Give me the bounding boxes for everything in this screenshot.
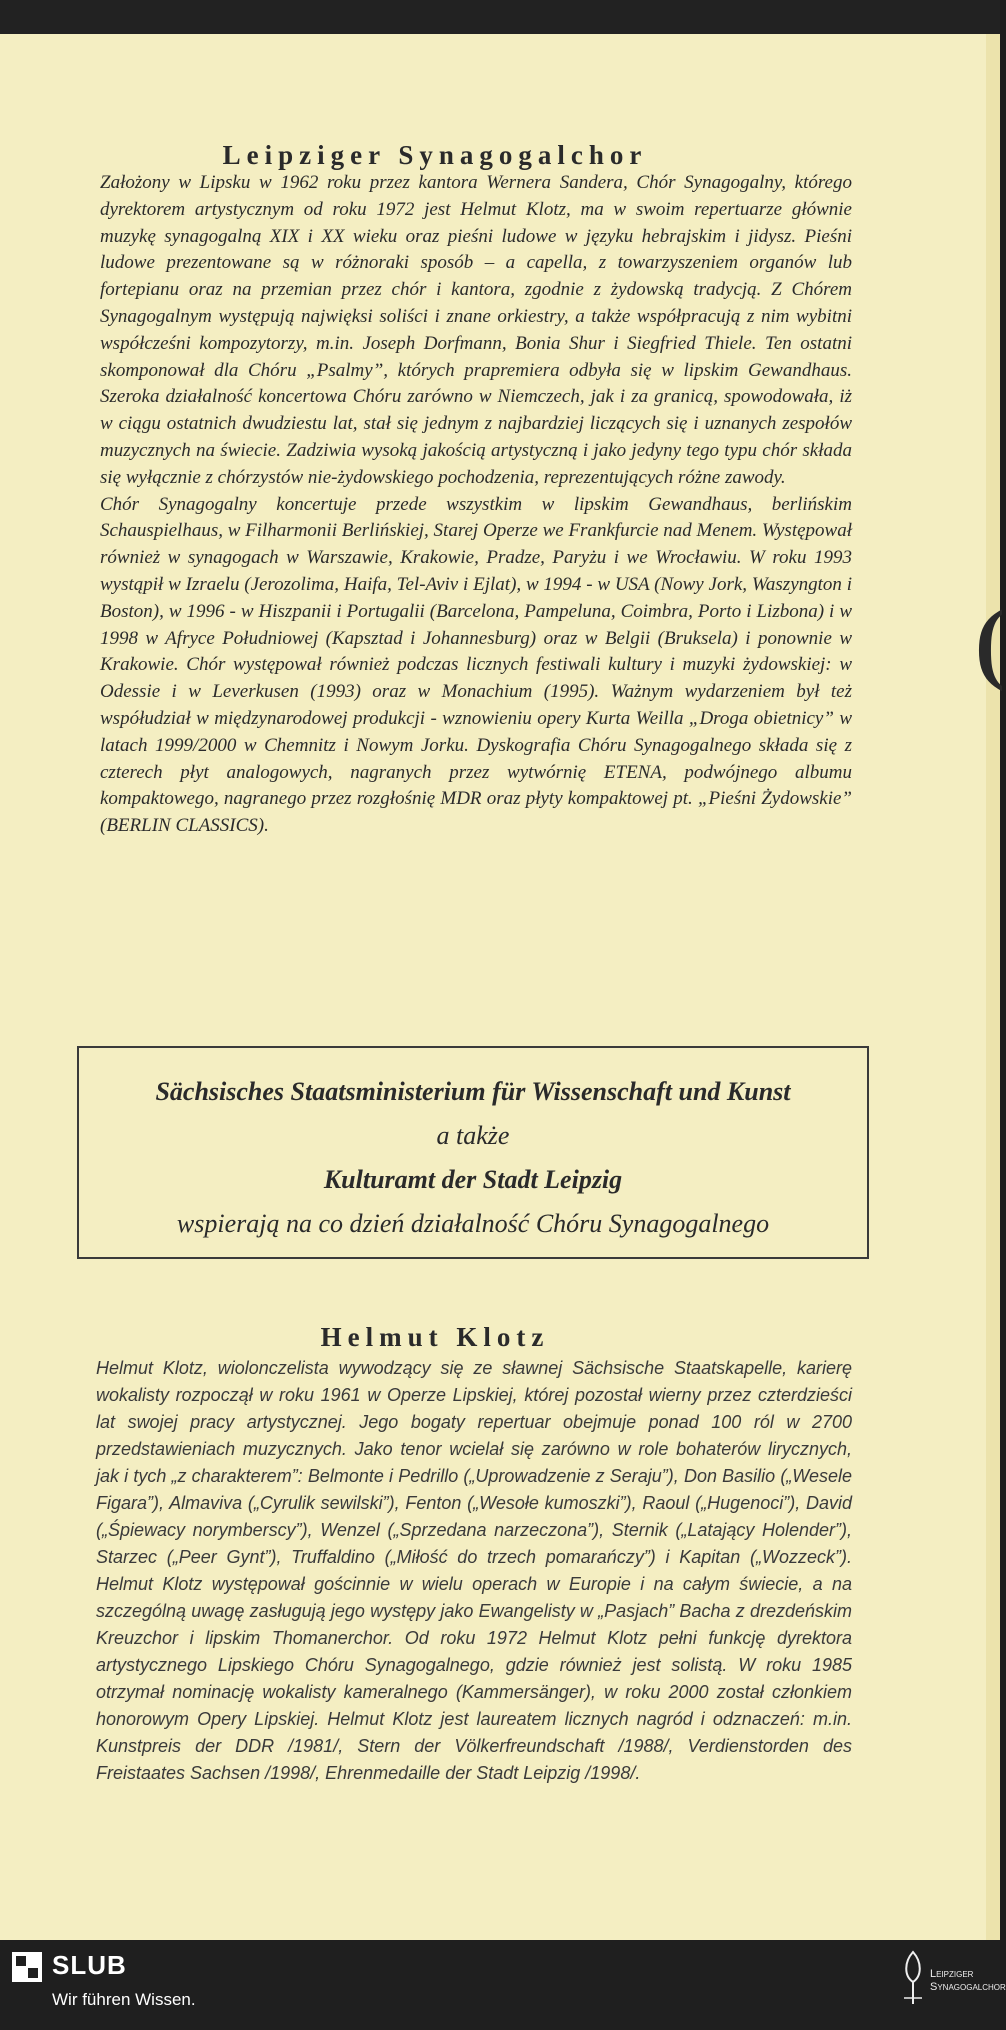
wordmark-line-1: Leipziger (930, 1968, 974, 1980)
director-title: Helmut Klotz (320, 1322, 550, 1352)
sponsor-conjunction: a także (436, 1121, 510, 1150)
cut-off-letter: ( (975, 593, 1005, 692)
synagogalchor-wordmark (930, 1968, 1006, 1994)
sponsor-kulturamt: Kulturamt der Stadt Leipzig (323, 1165, 623, 1194)
ensemble-paragraph-1: Założony w Lipsku w 1962 roku przez kantora Wernera Sandera, Chór Synagogalny, którego dyrektorem artystycznym od roku 1972 jest Helmut Klotz, ma w swoim repertuarze głównie muzykę synagogalną XIX i XX wieku oraz pieśni ludowe w języku hebrajskim i jidysz. Pieśni ludowe prezentowane są w różnoraki sposób – a capella, z towarzyszeniem organów lub fortepianu oraz na przemian przez chór i kantora, zgodnie z żydowską tradycją. Z Chórem Synagogalnym występują najwięksi soliści i znane orkiestry, a także współpracują z nim wybitni współcześni kompozytorzy, m.in. Joseph Dorfmann, Bonia Shur i Siegfried Thiele. Ten ostatni skomponował dla Chóru „Psalmy”, których prapremiera odbyła się w lipskim Gewandhaus. Szeroka działalność koncertowa Chóru zarówno w Niemczech, jak i za granicą, spowodowała, iż w ciągu ostatnich dwudziestu lat, stał się jednym z najbardziej liczących się i uznanych zespołów muzycznych na świecie. Zadziwia wysoką jakością artystyczną i jako jedyny tego typu chór składa się wyłącznie z chórzystów nie-żydowskiego pochodzenia, reprezentujących różne zawody. (100, 172, 852, 488)
wordmark-line-2: Synagogalchor (930, 1981, 1006, 1993)
footer-bar (0, 1940, 1006, 2030)
sponsor-box (77, 1046, 869, 1259)
ensemble-title: Leipziger Synagogalchor (222, 140, 648, 170)
top-bar (0, 0, 1000, 34)
ensemble-paragraph-2: Chór Synagogalny koncertuje przede wszystkim w lipskim Gewandhaus, berlińskim Schauspielhaus, w Filharmonii Berlińskiej, Starej Operze we Frankfurcie nad Menem. Występował również w synagogach w Warszawie, Krakowie, Pradze, Paryżu i we Wrocławiu. W roku 1993 wystąpił w Izraelu (Jerozolima, Haifa, Tel-Aviv i Ejlat), w 1994 - w USA (Nowy Jork, Waszyngton i Boston), w 1996 - w Hiszpanii i Portugalii (Barcelona, Pampeluna, Coimbra, Porto i Lizbona) i w 1998 w Afryce Południowej (Kapsztad i Johannesburg) oraz w Belgii (Bruksela) i ponownie w Krakowie. Chór występował również podczas licznych festiwali kultury i muzyki żydowskiej: w Odessie i w Leverkusen (1993) oraz w Monachium (1995). Ważnym wydarzeniem był też współudział w międzynarodowej produkcji - wznowieniu opery Kurta Weilla „Droga obietnicy” w latach 1999/2000 w Chemnitz i Nowym Jorku. Dyskografia Chóru Synagogalnego składa się z czterech płyt analogowych, nagranych przez wytwórnię ETENA, podwójnego albumu kompaktowego, nagranego przez rozgłośnię MDR oraz płyty kompaktowej pt. „Pieśni Żydowskie” (BERLIN CLASSICS). (100, 493, 852, 837)
page-fold (986, 34, 1000, 1940)
sponsor-ministry: Sächsisches Staatsministerium für Wissenschaft und Kunst (155, 1077, 791, 1106)
sponsor-statement: wspierają na co dzień działalność Chóru Synagogalnego (176, 1209, 770, 1238)
ensemble-description (100, 170, 852, 840)
synagogalchor-logo-icon (896, 1948, 930, 2008)
slub-name: SLUB (52, 1950, 127, 1980)
slub-logo-icon (12, 1952, 42, 1982)
director-biography: Helmut Klotz, wiolonczelista wywodzący się ze sławnej Sächsische Staatskapelle, karierę wokalisty rozpoczął w roku 1961 w Operze Lipskiej, której pozostał wierny przez czterdzieści lat swojej pracy artystycznej. Jego bogaty repertuar obejmuje ponad 100 ról w 2700 przedstawieniach muzycznych. Jako tenor wcielał się zarówno w role bohaterów lirycznych, jak i tych „z charakterem”: Belmonte i Pedrillo („Uprowadzenie z Seraju”), Don Basilio („Wesele Figara”), Almaviva („Cyrulik sewilski”), Fenton („Wesołe kumoszki”), Raoul („Hugenoci”), David („Śpiewacy norymberscy”), Wenzel („Sprzedana narzeczona”), Sternik („Latający Holender”), Starzec („Peer Gynt”), Truffaldino („Miłość do trzech pomarańczy”) i Kapitan („Wozzeck”). Helmut Klotz występował gościnnie w wielu operach w Europie i na całym świecie, a na szczególną uwagę zasługują jego występy jako Ewangelisty w „Pasjach” Bacha z drezdeńskim Kreuzchor i lipskim Thomanerchor. Od roku 1972 Helmut Klotz pełni funkcję dyrektora artystycznego Lipskiego Chóru Synagogalnego, gdzie również jest solistą. W roku 1985 otrzymał nominację wokalisty kameralnego (Kammersänger), w roku 2000 został członkiem honorowym Opery Lipskiej. Helmut Klotz jest laureatem licznych nagród i odznaczeń: m.in. Kunstpreis der DDR /1981/, Stern der Völkerfreundschaft /1988/, Verdienstorden des Freistaates Sachsen /1998/, Ehrenmedaille der Stadt Leipzig /1998/. (96, 1358, 852, 1783)
slub-tagline: Wir führen Wissen. (52, 1990, 196, 2009)
